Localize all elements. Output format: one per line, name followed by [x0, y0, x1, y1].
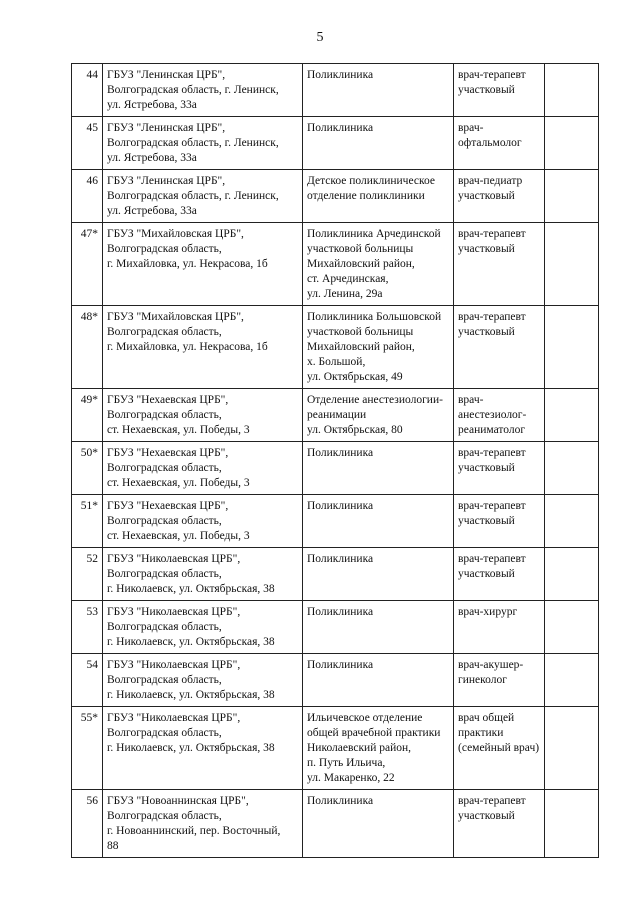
organization-cell: ГБУЗ "Николаевская ЦРБ", Волгоградская область, г. Николаевск, ул. Октябрьская, 38 [103, 548, 303, 601]
row-number: 46 [72, 170, 103, 223]
page-number: 5 [316, 30, 324, 45]
row-number: 53 [72, 601, 103, 654]
organization-cell: ГБУЗ "Николаевская ЦРБ", Волгоградская область, г. Николаевск, ул. Октябрьская, 38 [103, 601, 303, 654]
unit-cell: Поликлиника Большовской участковой больницы Михайловский район, х. Большой, ул. Октябрьская, 49 [303, 306, 454, 389]
extra-cell [545, 601, 599, 654]
position-cell: врач-терапевт участковый [454, 306, 545, 389]
extra-cell [545, 64, 599, 117]
table-row [72, 306, 599, 389]
table-row [72, 389, 599, 442]
position-cell: врач-педиатр участковый [454, 170, 545, 223]
position-cell: врач-терапевт участковый [454, 548, 545, 601]
organization-cell: ГБУЗ "Ленинская ЦРБ", Волгоградская область, г. Ленинск, ул. Ястребова, 33а [103, 117, 303, 170]
table-row [72, 654, 599, 707]
organization-cell: ГБУЗ "Нехаевская ЦРБ", Волгоградская область, ст. Нехаевская, ул. Победы, 3 [103, 389, 303, 442]
extra-cell [545, 707, 599, 790]
organization-cell: ГБУЗ "Ленинская ЦРБ", Волгоградская область, г. Ленинск, ул. Ястребова, 33а [103, 64, 303, 117]
position-cell: врач- офтальмолог [454, 117, 545, 170]
extra-cell [545, 495, 599, 548]
organization-cell: ГБУЗ "Нехаевская ЦРБ", Волгоградская область, ст. Нехаевская, ул. Победы, 3 [103, 442, 303, 495]
position-cell: врач-терапевт участковый [454, 495, 545, 548]
positions-table [71, 63, 599, 858]
organization-cell: ГБУЗ "Михайловская ЦРБ", Волгоградская область, г. Михайловка, ул. Некрасова, 1б [103, 223, 303, 306]
row-number: 44 [72, 64, 103, 117]
unit-cell: Поликлиника [303, 790, 454, 858]
table-row [72, 495, 599, 548]
row-number: 56 [72, 790, 103, 858]
table-row [72, 117, 599, 170]
unit-cell: Поликлиника [303, 495, 454, 548]
table-row [72, 442, 599, 495]
position-cell: врач общей практики (семейный врач) [454, 707, 545, 790]
unit-cell: Поликлиника [303, 654, 454, 707]
extra-cell [545, 170, 599, 223]
extra-cell [545, 389, 599, 442]
table-row [72, 223, 599, 306]
extra-cell [545, 548, 599, 601]
row-number: 50* [72, 442, 103, 495]
organization-cell: ГБУЗ "Новоаннинская ЦРБ", Волгоградская область, г. Новоаннинский, пер. Восточный, 88 [103, 790, 303, 858]
table-row [72, 170, 599, 223]
organization-cell: ГБУЗ "Нехаевская ЦРБ", Волгоградская область, ст. Нехаевская, ул. Победы, 3 [103, 495, 303, 548]
position-cell: врач- анестезиолог- реаниматолог [454, 389, 545, 442]
position-cell: врач-акушер- гинеколог [454, 654, 545, 707]
position-cell: врач-терапевт участковый [454, 223, 545, 306]
row-number: 54 [72, 654, 103, 707]
extra-cell [545, 654, 599, 707]
unit-cell: Детское поликлиническое отделение поликлиники [303, 170, 454, 223]
extra-cell [545, 223, 599, 306]
position-cell: врач-хирург [454, 601, 545, 654]
position-cell: врач-терапевт участковый [454, 64, 545, 117]
unit-cell: Поликлиника [303, 117, 454, 170]
table-row [72, 707, 599, 790]
unit-cell: Поликлиника Арчединской участковой больницы Михайловский район, ст. Арчединская, ул. Ленина, 29а [303, 223, 454, 306]
row-number: 47* [72, 223, 103, 306]
unit-cell: Поликлиника [303, 442, 454, 495]
unit-cell: Поликлиника [303, 548, 454, 601]
table-row [72, 64, 599, 117]
table-row [72, 790, 599, 858]
extra-cell [545, 117, 599, 170]
row-number: 52 [72, 548, 103, 601]
unit-cell: Отделение анестезиологии- реанимации ул. Октябрьская, 80 [303, 389, 454, 442]
row-number: 48* [72, 306, 103, 389]
table-row [72, 548, 599, 601]
row-number: 55* [72, 707, 103, 790]
unit-cell: Поликлиника [303, 601, 454, 654]
unit-cell: Ильичевское отделение общей врачебной практики Николаевский район, п. Путь Ильича, ул. Макаренко, 22 [303, 707, 454, 790]
unit-cell: Поликлиника [303, 64, 454, 117]
extra-cell [545, 442, 599, 495]
position-cell: врач-терапевт участковый [454, 790, 545, 858]
row-number: 51* [72, 495, 103, 548]
extra-cell [545, 306, 599, 389]
row-number: 49* [72, 389, 103, 442]
organization-cell: ГБУЗ "Ленинская ЦРБ", Волгоградская область, г. Ленинск, ул. Ястребова, 33а [103, 170, 303, 223]
table-row [72, 601, 599, 654]
position-cell: врач-терапевт участковый [454, 442, 545, 495]
row-number: 45 [72, 117, 103, 170]
extra-cell [545, 790, 599, 858]
organization-cell: ГБУЗ "Николаевская ЦРБ", Волгоградская область, г. Николаевск, ул. Октябрьская, 38 [103, 654, 303, 707]
organization-cell: ГБУЗ "Николаевская ЦРБ", Волгоградская область, г. Николаевск, ул. Октябрьская, 38 [103, 707, 303, 790]
organization-cell: ГБУЗ "Михайловская ЦРБ", Волгоградская область, г. Михайловка, ул. Некрасова, 1б [103, 306, 303, 389]
